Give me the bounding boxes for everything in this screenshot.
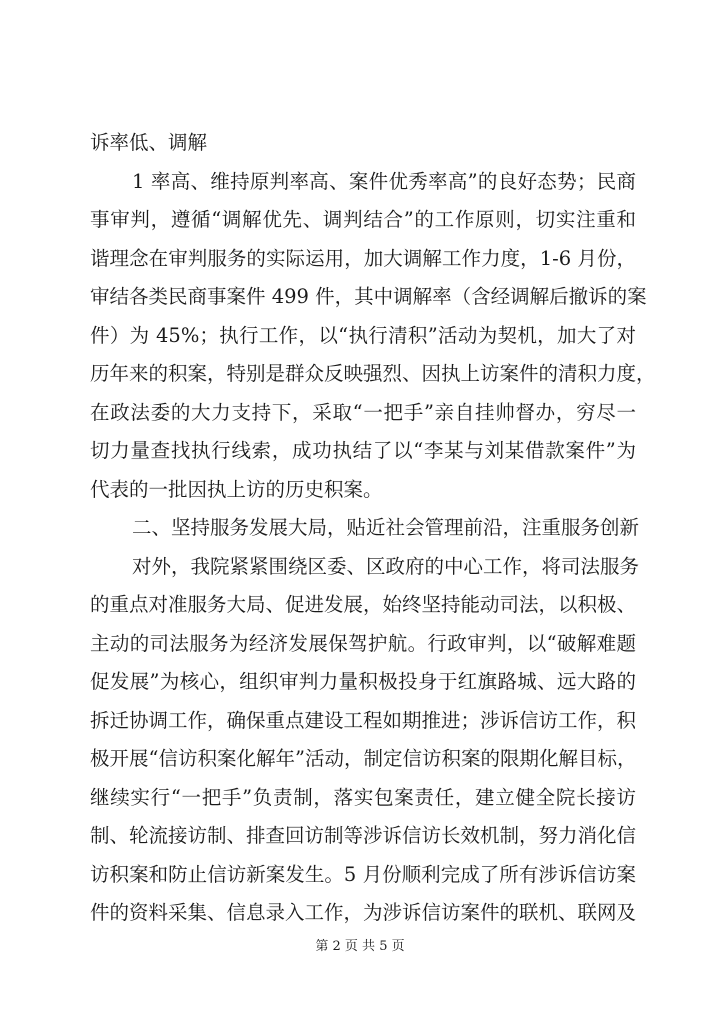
section-heading: 二、坚持服务发展大局，贴近社会管理前沿，注重服务创新 [132, 516, 640, 539]
text-line: 件的资料采集、信息录入工作，为涉诉信访案件的联机、联网及 [90, 901, 637, 924]
body-text [90, 124, 656, 933]
text-line: 制、轮流接访制、排查回访制等涉诉信访长效机制，努力消化信 [90, 824, 637, 847]
text-line: 的重点对准服务大局、促进发展，始终坚持能动司法，以积极、 [90, 593, 637, 616]
text-line: 促发展”为核心，组织审判力量积极投身于红旗路城、远大路的 [90, 670, 636, 693]
text-line: 事审判，遵循“调解优先、调判结合”的工作原则，切实注重和 [90, 208, 636, 231]
text-line: 对外，我院紧紧围绕区委、区政府的中心工作，将司法服务 [132, 554, 640, 578]
page-number-footer: 第 2 页 共 5 页 [315, 939, 405, 954]
text-line: 1 率高、维持原判率高、案件优秀率高”的良好态势；民商 [132, 169, 636, 193]
text-line: 历年来的积案，特别是群众反映强烈、因执上访案件的清积力度， [90, 362, 656, 385]
text-line: 访积案和防止信访新案发生。5 月份顺利完成了所有涉诉信访案 [90, 862, 636, 886]
text-line: 件）为 45%；执行工作，以“执行清积”活动为契机，加大了对 [90, 323, 636, 347]
text-line: 代表的一批因执上访的历史积案。 [90, 477, 383, 501]
text-line: 在政法委的大力支持下，采取“一把手”亲自挂帅督办，穷尽一 [90, 400, 636, 424]
text-line: 切力量查找执行线索，成功执结了以“李某与刘某借款案件”为 [90, 439, 636, 462]
text-line: 主动的司法服务为经济发展保驾护航。行政审判，以“破解难题 [90, 631, 636, 655]
text-line: 审结各类民商事案件 499 件，其中调解率（含经调解后撤诉的案 [90, 285, 647, 308]
text-line: 谐理念在审判服务的实际运用，加大调解工作力度，1-6 月份， [90, 246, 636, 270]
text-line: 继续实行“一把手”负责制，落实包案责任，建立健全院长接访 [90, 785, 636, 809]
text-line: 极开展“信访积案化解年”活动，制定信访积案的限期化解目标， [90, 747, 637, 770]
text-line: 诉率低、调解 [90, 131, 208, 154]
text-line: 拆迁协调工作，确保重点建设工程如期推进；涉诉信访工作，积 [90, 708, 637, 732]
